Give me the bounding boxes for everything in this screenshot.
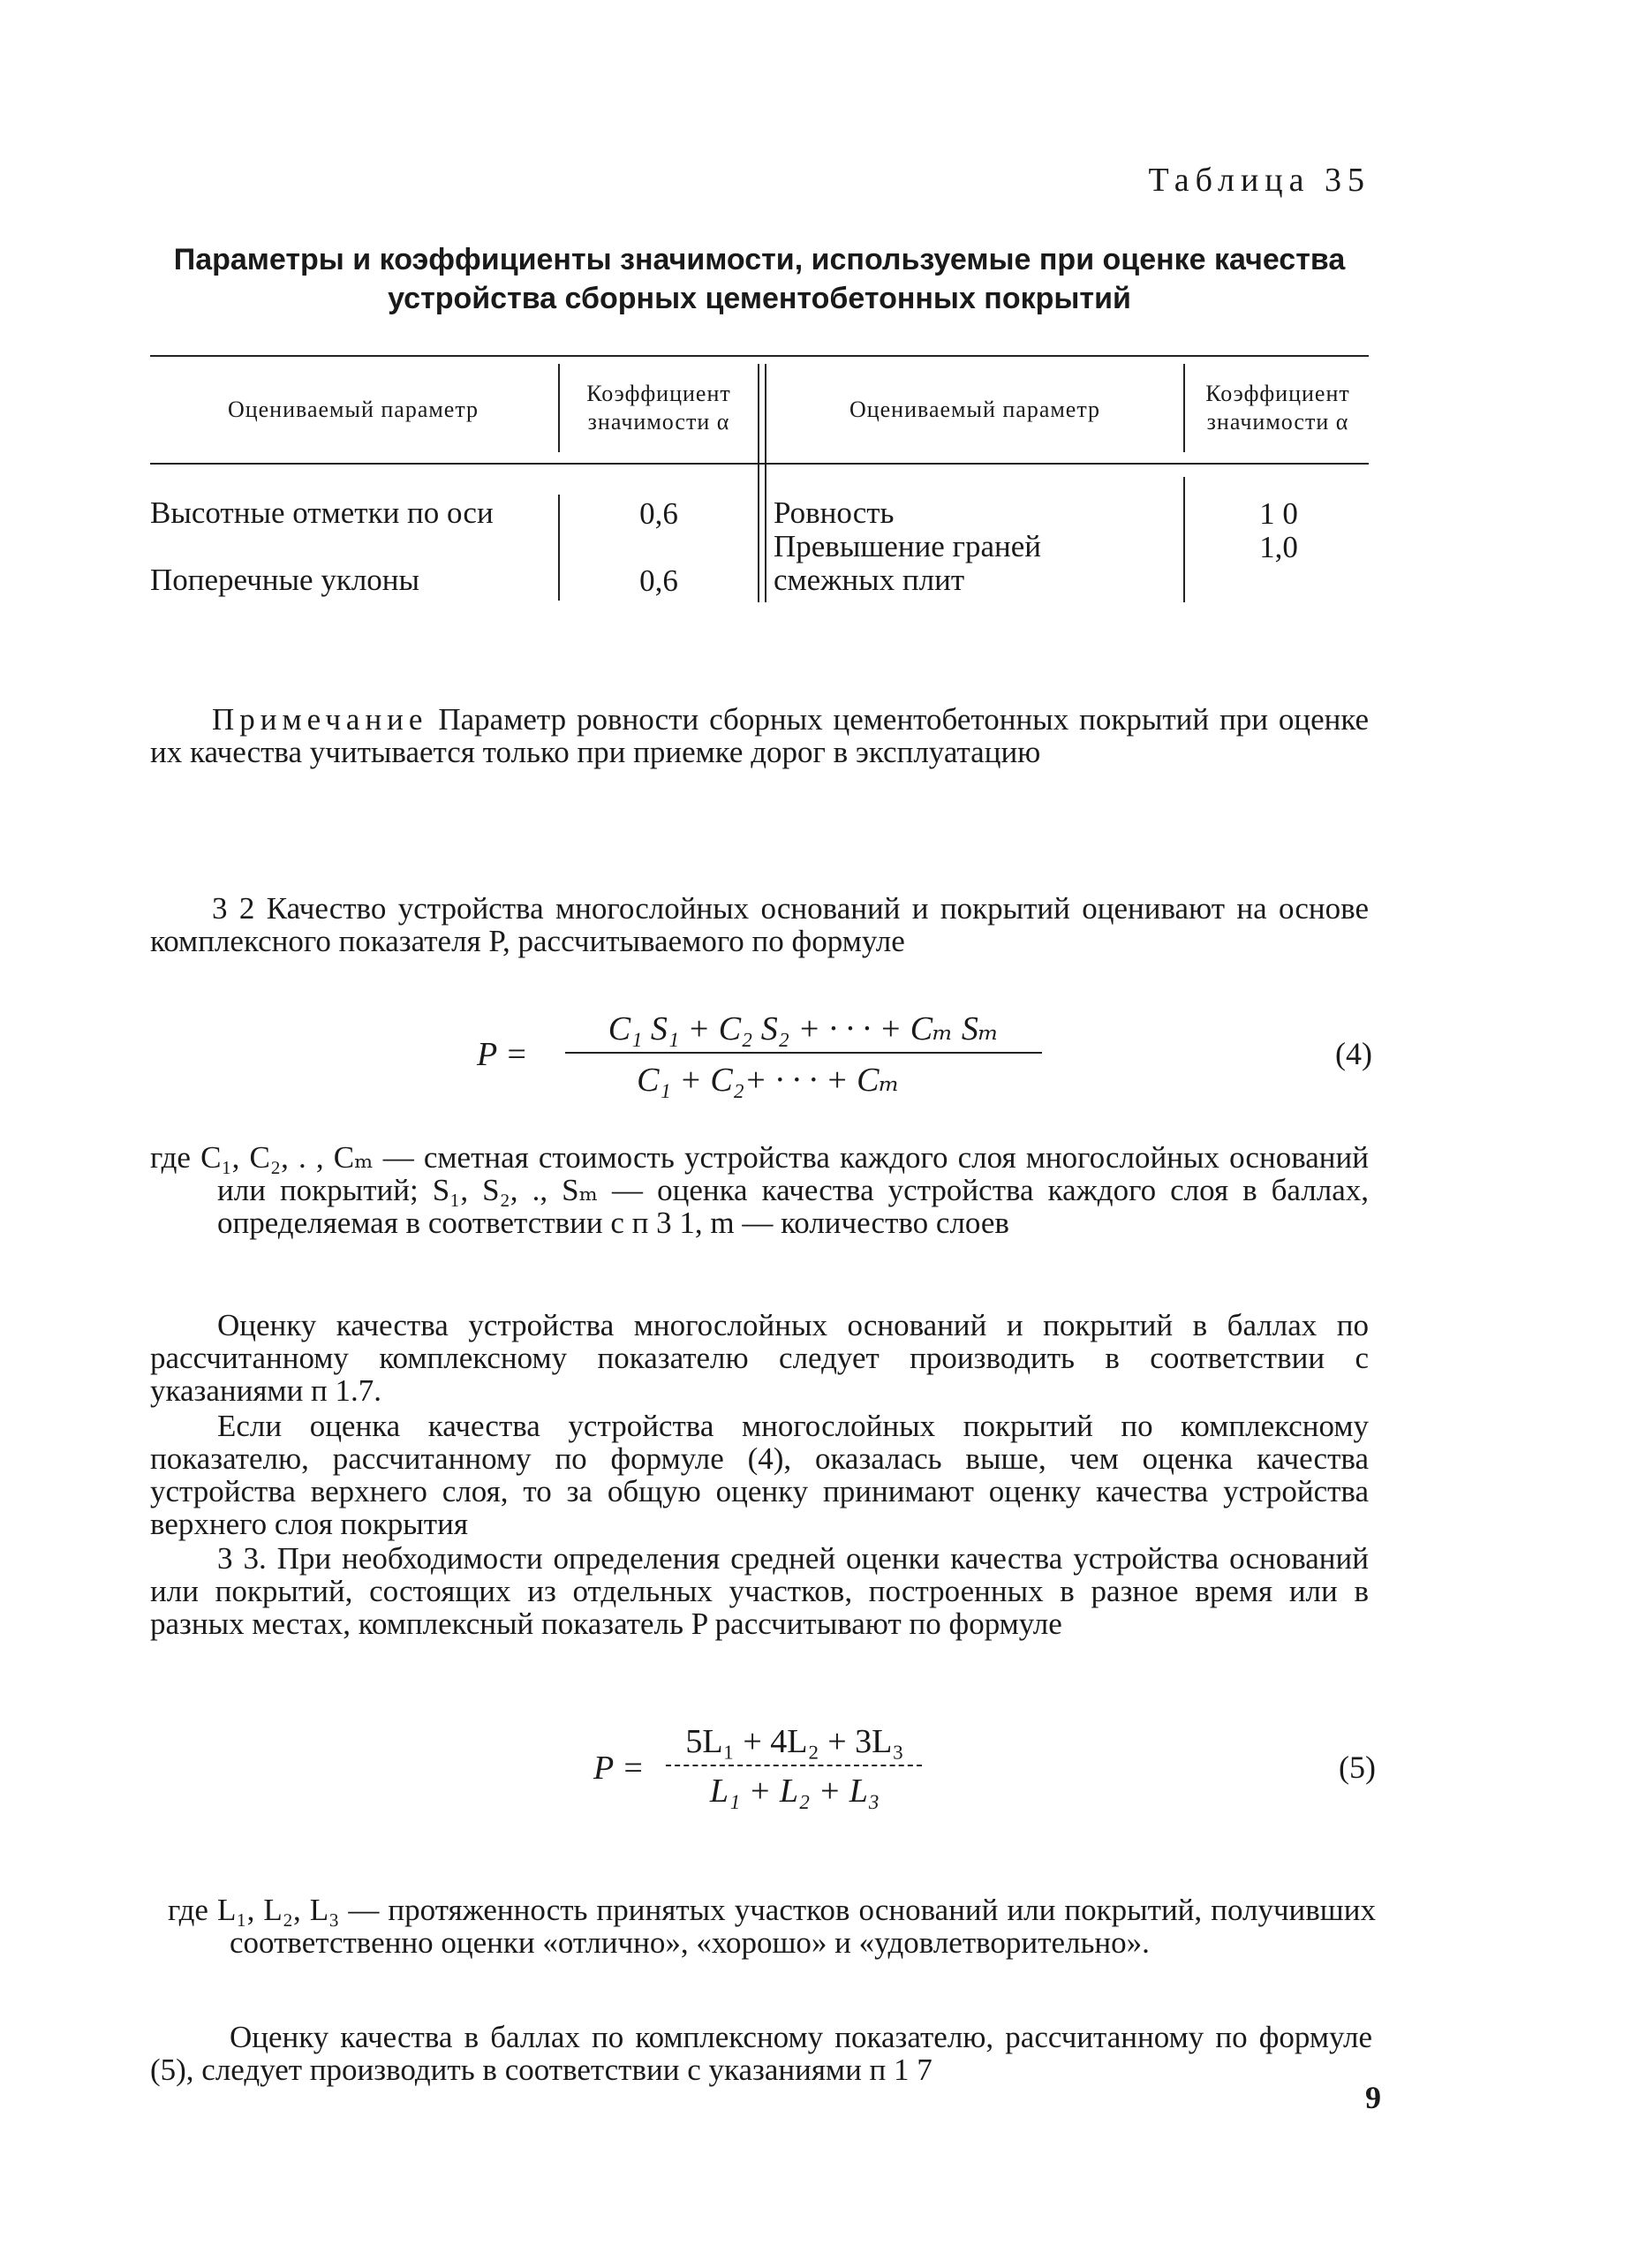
- paragraph-final: Оценку качества в баллах по комплексному показателю, рассчитанному по формуле (5), следует производить в соответствии с указаниями п 1 7: [150, 2020, 1372, 2087]
- header-coef-right: Коэффициент значимости α: [1205, 381, 1350, 435]
- table-divider: [558, 364, 560, 452]
- table-label: Таблица 35: [1148, 162, 1370, 199]
- table-note: [150, 703, 1369, 768]
- formula-5-legend: где L₁, L₂, L₃ — протяженность принятых участков оснований или покрытий, получивших соответственно оценки «отлично», «хорошо» и «удовлетворительно».: [168, 1893, 1376, 1960]
- right-value-2: 1,0: [1259, 530, 1298, 564]
- table-divider: [1183, 477, 1185, 602]
- table-header-rule: [150, 463, 1369, 465]
- table-divider: [765, 364, 766, 602]
- formula-5-lhs: P =: [593, 1750, 645, 1787]
- formula-4-legend: где C₁, C₂, . , Cₘ — сметная стоимость устройства каждого слоя многослойных оснований или покрытий; S₁, S₂, ., Sₘ — оценка качества устройства каждого слоя в баллах, определяемая в соответствии с п 3 1, m — количество слоев: [150, 1140, 1369, 1240]
- header-coef-left: Коэффициент значимости α: [586, 381, 731, 435]
- formula-5-denominator: L₁ + L₂ + L₃: [709, 1773, 880, 1810]
- table-heading: Параметры и коэффициенты значимости, используемые при оценке качества устройства сборных цементобетонных покрытий: [173, 243, 1346, 315]
- formula-4-lhs: P =: [477, 1036, 528, 1073]
- right-param-2: Превышение граней смежных плит: [774, 529, 1041, 597]
- header-param-right: Оцениваемый параметр: [849, 397, 1101, 422]
- left-value-2: 0,6: [639, 563, 678, 598]
- paragraph-evaluation: Оценку качества устройства многослойных оснований и покрытий в баллах по рассчитанному комплексному показателю следует производить в соответствии с указаниями п 1.7.: [150, 1308, 1369, 1408]
- right-value-1: 1 0: [1259, 496, 1298, 531]
- formula-4-number: (4): [1335, 1036, 1372, 1071]
- table-divider: [1183, 364, 1185, 452]
- header-param-left: Оцениваемый параметр: [227, 397, 479, 422]
- right-param-1: Ровность: [774, 495, 895, 530]
- table-top-rule: [150, 355, 1369, 357]
- paragraph-3-2: 3 2 Качество устройства многослойных оснований и покрытий оценивают на основе комплексного показателя P, рассчитываемого по формуле: [150, 891, 1369, 958]
- table-divider: [758, 364, 759, 602]
- formula-5-numerator: 5L₁ + 4L₂ + 3L₃: [685, 1723, 904, 1760]
- table-divider: [558, 495, 560, 601]
- paragraph-3-3: 3 3. При необходимости определения средней оценки качества устройства оснований или покрытий, состоящих из отдельных участков, построенных в разное время или в разных местах, комплексный показатель P рассчитывают по формуле: [150, 1541, 1369, 1641]
- paragraph-if: Если оценка качества устройства многослойных покрытий по комплексному показателю, рассчитанному по формуле (4), оказалась выше, чем оценка качества устройства верхнего слоя, то за общую оценку принимают оценку качества устройства верхнего слоя покрытия: [150, 1409, 1369, 1541]
- left-param-2: Поперечные уклоны: [150, 563, 420, 597]
- fraction-bar: [666, 1765, 922, 1766]
- note-text: Параметр ровности сборных цементобетонных покрытий при оценке их качества учитывается только при приемке дорог в эксплуатацию: [150, 702, 1370, 769]
- formula-4-denominator: C₁ + C₂+ · · · + Cₘ: [637, 1062, 900, 1099]
- left-value-1: 0,6: [639, 496, 678, 531]
- note-label: Примечание: [212, 702, 428, 737]
- page-number: 9: [1365, 2080, 1381, 2115]
- left-param-1: Высотные отметки по оси: [150, 495, 494, 530]
- formula-5-number: (5): [1339, 1750, 1376, 1785]
- fraction-bar: [565, 1052, 1042, 1054]
- formula-4-numerator: C₁ S₁ + C₂ S₂ + · · · + Cₘ Sₘ: [608, 1010, 1000, 1047]
